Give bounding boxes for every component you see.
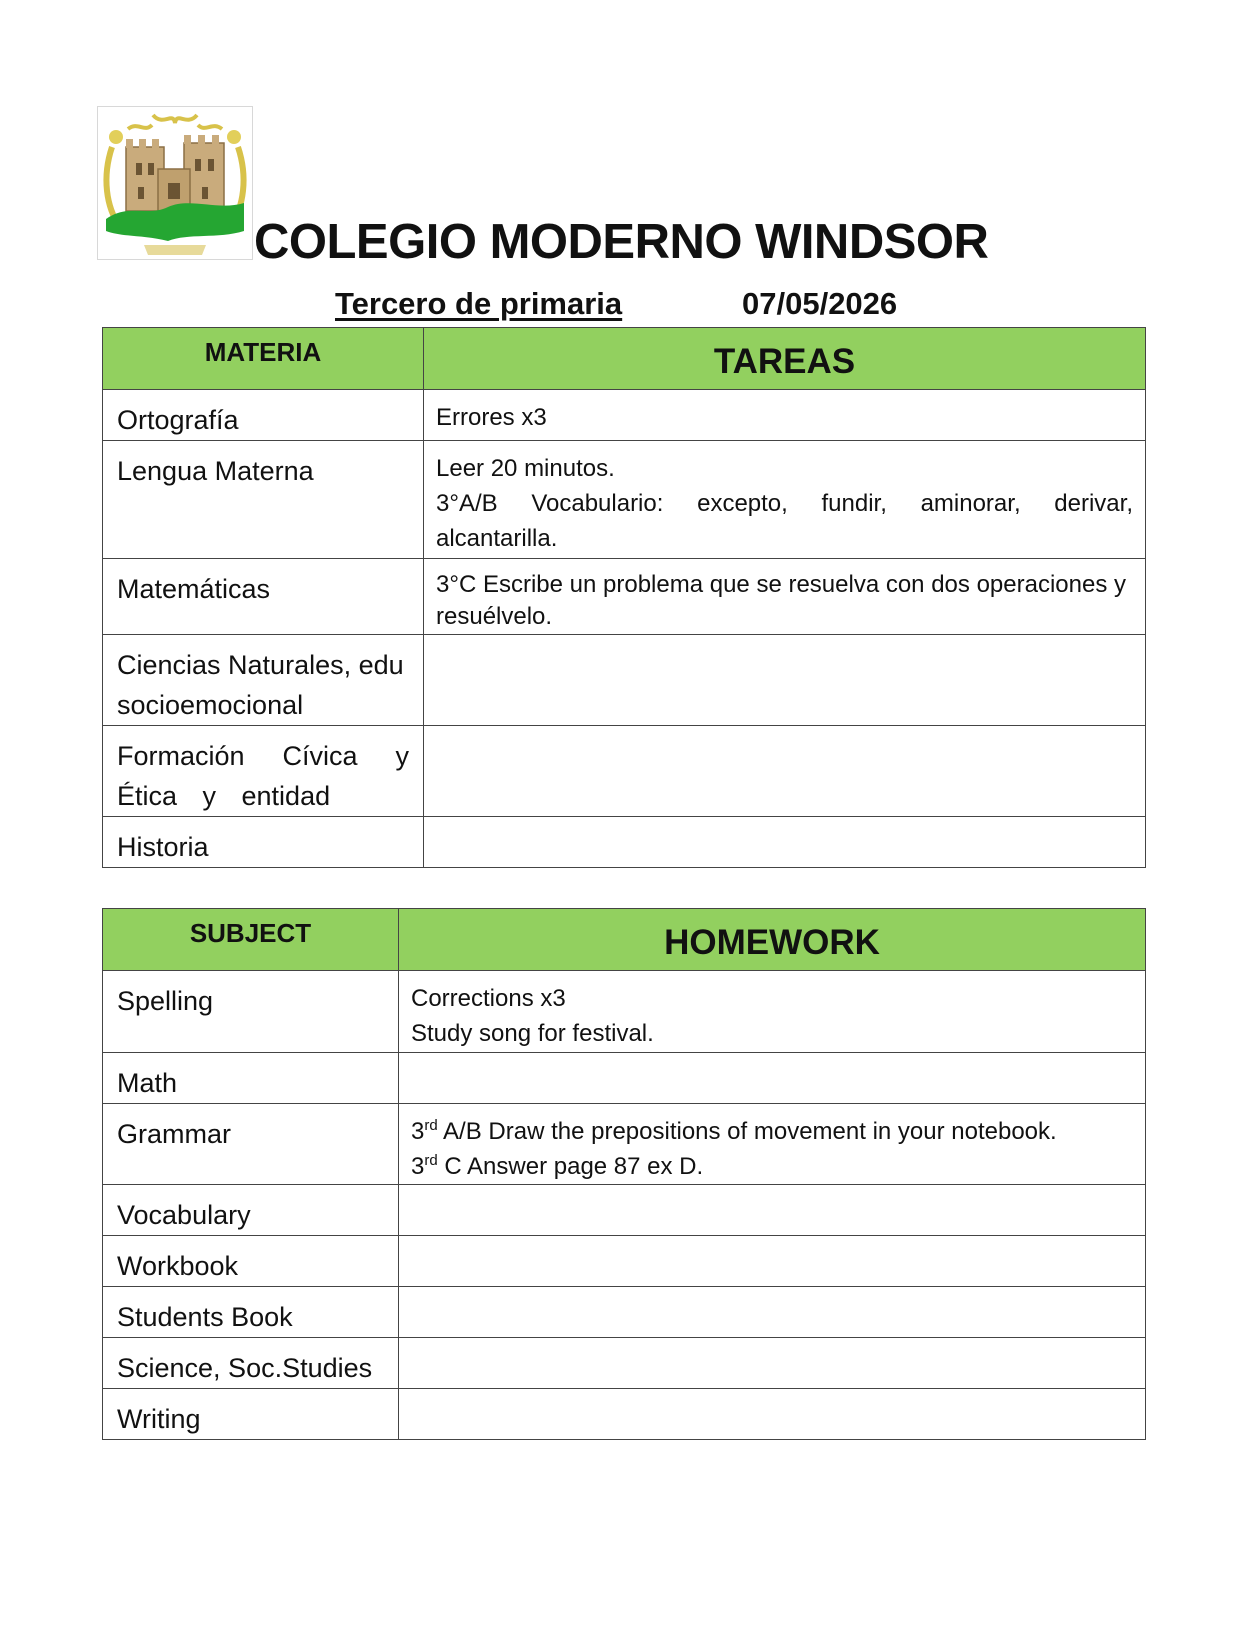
table-row bbox=[103, 971, 1146, 1053]
task-line: Errores x3 bbox=[436, 404, 547, 431]
subject-cell: Ciencias Naturales, edu socioemocional bbox=[103, 635, 424, 726]
task-cell bbox=[399, 1338, 1146, 1389]
homework-date: 07/05/2026 bbox=[742, 286, 898, 321]
task-line: 3rd A/B Draw the prepositions of movement in your notebook. bbox=[411, 1117, 1057, 1145]
table-row bbox=[103, 1185, 1146, 1236]
task-line: 3°A/B Vocabulario: excepto, fundir, aminorar, derivar, alcantarilla. bbox=[436, 490, 1133, 552]
task-cell bbox=[424, 390, 1146, 441]
task-cell bbox=[399, 1104, 1146, 1185]
castle-crest-icon bbox=[98, 107, 252, 259]
task-cell bbox=[424, 726, 1146, 817]
subject-cell: Matemáticas bbox=[103, 559, 424, 635]
table-row bbox=[103, 817, 1146, 868]
table-row bbox=[103, 390, 1146, 441]
school-logo bbox=[97, 106, 253, 260]
subject-cell: Vocabulary bbox=[103, 1185, 399, 1236]
grade-level: Tercero de primaria bbox=[335, 286, 623, 321]
subject-cell: Ortografía bbox=[103, 390, 424, 441]
task-cell bbox=[399, 1236, 1146, 1287]
table-row bbox=[103, 1104, 1146, 1185]
task-cell bbox=[424, 635, 1146, 726]
table-header-row bbox=[103, 328, 1146, 390]
tareas-table bbox=[102, 327, 1146, 868]
subject-cell: Math bbox=[103, 1053, 399, 1104]
subject-cell: Workbook bbox=[103, 1236, 399, 1287]
table-row bbox=[103, 1053, 1146, 1104]
column-header-homework: HOMEWORK bbox=[399, 909, 1146, 971]
subject-cell: Grammar bbox=[103, 1104, 399, 1185]
task-line: 3°C Escribe un problema que se resuelva con dos operaciones y resuélvelo. bbox=[436, 571, 1126, 630]
subject-cell: Lengua Materna bbox=[103, 441, 424, 559]
task-cell bbox=[399, 1185, 1146, 1236]
column-header-materia: MATERIA bbox=[103, 328, 424, 390]
subject-cell: Spelling bbox=[103, 971, 399, 1053]
column-header-tareas: TAREAS bbox=[424, 328, 1146, 390]
task-cell bbox=[424, 559, 1146, 635]
table-row bbox=[103, 1338, 1146, 1389]
school-name: COLEGIO MODERNO WINDSOR bbox=[254, 215, 989, 269]
subject-cell: Formación Cívica y Ética y entidad bbox=[103, 726, 424, 817]
task-cell bbox=[424, 817, 1146, 868]
subject-cell: Writing bbox=[103, 1389, 399, 1440]
task-cell bbox=[399, 1287, 1146, 1338]
task-cell bbox=[399, 1389, 1146, 1440]
table-row bbox=[103, 1236, 1146, 1287]
table-header-row bbox=[103, 909, 1146, 971]
task-cell bbox=[424, 441, 1146, 559]
task-cell bbox=[399, 971, 1146, 1053]
task-line: Corrections x3 bbox=[411, 985, 566, 1012]
subject-cell: Historia bbox=[103, 817, 424, 868]
column-header-subject: SUBJECT bbox=[103, 909, 399, 971]
task-line: Leer 20 minutos. bbox=[436, 455, 615, 482]
task-line: Study song for festival. bbox=[411, 1020, 654, 1047]
table-row bbox=[103, 441, 1146, 559]
table-row bbox=[103, 1287, 1146, 1338]
table-row bbox=[103, 635, 1146, 726]
table-row bbox=[103, 1389, 1146, 1440]
subject-cell: Students Book bbox=[103, 1287, 399, 1338]
table-row bbox=[103, 559, 1146, 635]
task-cell bbox=[399, 1053, 1146, 1104]
subject-cell: Science, Soc.Studies bbox=[103, 1338, 399, 1389]
table-row bbox=[103, 726, 1146, 817]
homework-table bbox=[102, 908, 1146, 1440]
task-line: 3rd C Answer page 87 ex D. bbox=[411, 1152, 704, 1180]
